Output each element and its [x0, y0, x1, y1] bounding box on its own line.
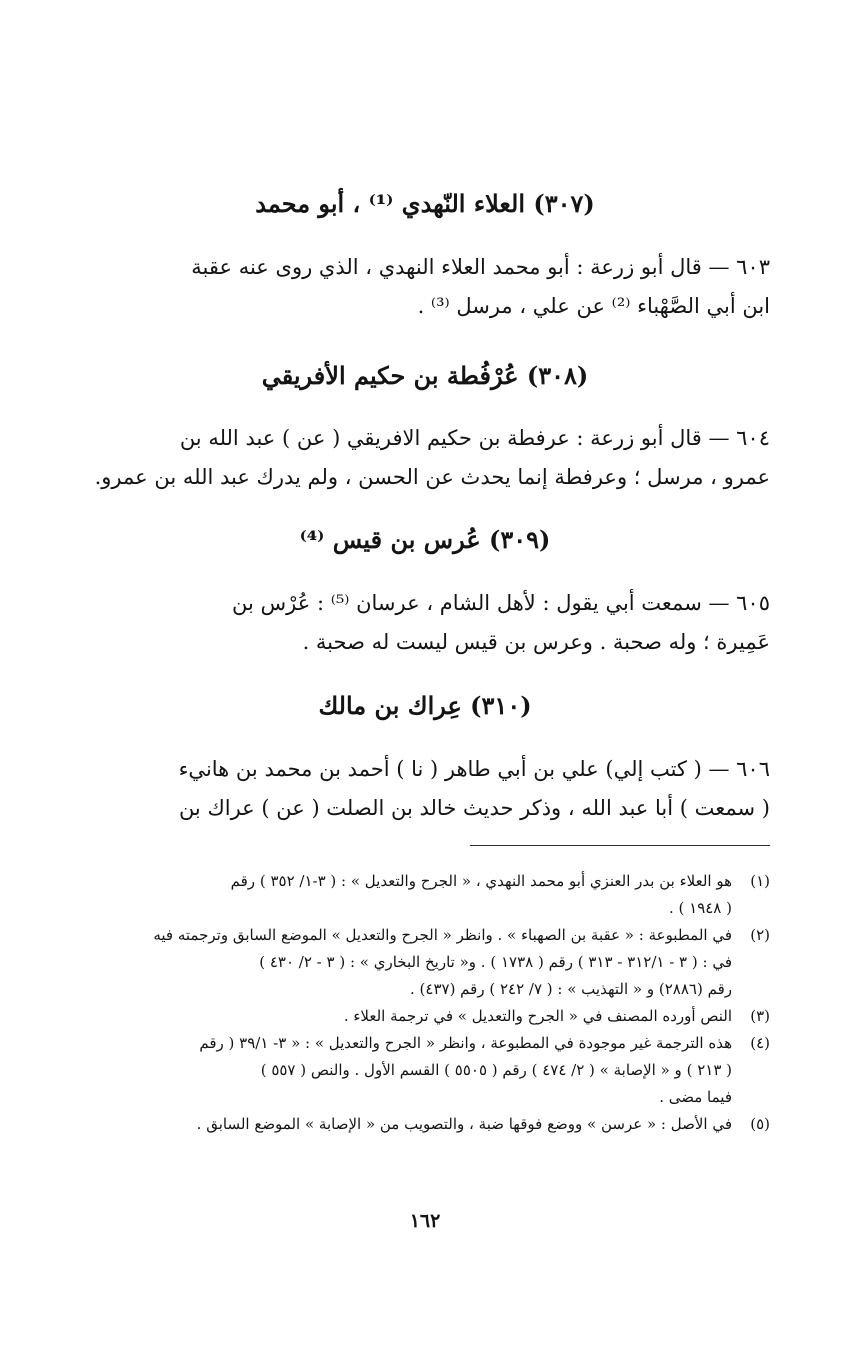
text-line: ٦٠٤ — قال أبو زرعة : عرفطة بن حكيم الافريقي ( عن ) عبد الله بن: [179, 426, 770, 450]
footnote-text: [80, 922, 732, 1003]
footnote-line: في : ( ٣ - ٣١٢/١ - ٣١٣ ) رقم ( ١٧٣٨ ) . و« تاريخ البخاري » : ( ٣ - ٢/ ٤٣٠ ): [259, 953, 732, 971]
text-line: عَمِيرة ؛ وله صحبة . وعرس بن قيس ليست له صحبة .: [302, 630, 770, 654]
entry-title-308: (٣٠٨) عُرْفُطة بن حكيم الأفريقي: [261, 361, 589, 390]
text-line: ٦٠٦ — ( كتب إلي) علي بن أبي طاهر ( نا ) أحمد بن محمد بن هانيء: [178, 757, 770, 781]
footnote-text: [80, 868, 732, 922]
footnote-number: (٥): [750, 1115, 770, 1133]
document-page: [80, 0, 770, 1357]
footnote-line: ( ٢١٣ ) و « الإصابة » ( ٢/ ٤٧٤ ) رقم ( ٥٥٠٥ ) القسم الأول . والنص ( ٥٥٧ ): [260, 1061, 732, 1079]
page-number: ١٦٢: [409, 1210, 441, 1232]
text-line: ( سمعت ) أبا عبد الله ، وذكر حديث خالد بن الصلت ( عن ) عراك بن: [178, 796, 770, 820]
entry-title-307: (٣٠٧) العلاء النّهدي ⁽¹⁾ ، أبو محمد: [255, 189, 595, 218]
entry-body-606: [80, 750, 770, 828]
footnote-line: هذه الترجمة غير موجودة في المطبوعة ، وانظر « الجرح والتعديل » : « ٣- ٣٩/١ ( رقم: [199, 1034, 732, 1052]
entry-title-309: (٣٠٩) عُرس بن قيس ⁽⁴⁾: [299, 525, 551, 554]
entry-body-605: [80, 584, 770, 662]
footnote-text: [80, 1003, 732, 1030]
footnote-text: [80, 1030, 732, 1111]
footnote-4: [80, 1030, 770, 1111]
footnote-number: (١): [750, 872, 770, 890]
footnote-number: (٢): [750, 926, 770, 944]
entry-title-310: (٣١٠) عِراك بن مالك: [318, 691, 532, 720]
text-line: ٦٠٥ — سمعت أبي يقول : لأهل الشام ، عرسان ⁽⁵⁾ : عُرْس بن: [232, 591, 770, 615]
footnote-1: [80, 868, 770, 922]
footnote-line: النص أورده المصنف في « الجرح والتعديل » في ترجمة العلاء .: [343, 1007, 732, 1025]
footnote-number: (٣): [750, 1007, 770, 1025]
footnote-line: هو العلاء بن بدر العنزي أبو محمد النهدي ، « الجرح والتعديل » : ( ٣-١/ ٣٥٢ ) رقم: [230, 872, 732, 890]
text-line: ٦٠٣ — قال أبو زرعة : أبو محمد العلاء النهدي ، الذي روى عنه عقبة: [191, 255, 770, 279]
footnote-line: رقم (٢٨٨٦) و « التهذيب » : ( ٧/ ٢٤٢ ) رقم (٤٣٧) .: [410, 980, 732, 998]
footnote-text: [80, 1111, 732, 1138]
footnote-number: (٤): [750, 1034, 770, 1052]
footnote-5: [80, 1111, 770, 1138]
footnotes: [80, 868, 770, 1138]
footnote-3: [80, 1003, 770, 1030]
text-line: عمرو ، مرسل ؛ وعرفطة إنما يحدث عن الحسن ، ولم يدرك عبد الله بن عمرو.: [94, 465, 770, 489]
footnote-line: في المطبوعة : « عقبة بن الصهباء » . وانظر « الجرح والتعديل » الموضع السابق وترجمته فيه: [153, 926, 732, 944]
entry-body-604: [80, 419, 770, 497]
footnote-divider: [470, 845, 770, 846]
footnote-2: [80, 922, 770, 1003]
entry-body-603: [80, 248, 770, 326]
footnote-line: ( ١٩٤٨ ) .: [668, 899, 732, 917]
text-line: ابن أبي الصَّهْباء ⁽²⁾ عن علي ، مرسل ⁽³⁾ .: [417, 294, 770, 318]
footnote-line: في الأصل : « عرسن » ووضع فوقها ضبة ، والتصويب من « الإصابة » الموضع السابق .: [196, 1115, 732, 1133]
footnote-line: فيما مضى .: [659, 1088, 732, 1106]
